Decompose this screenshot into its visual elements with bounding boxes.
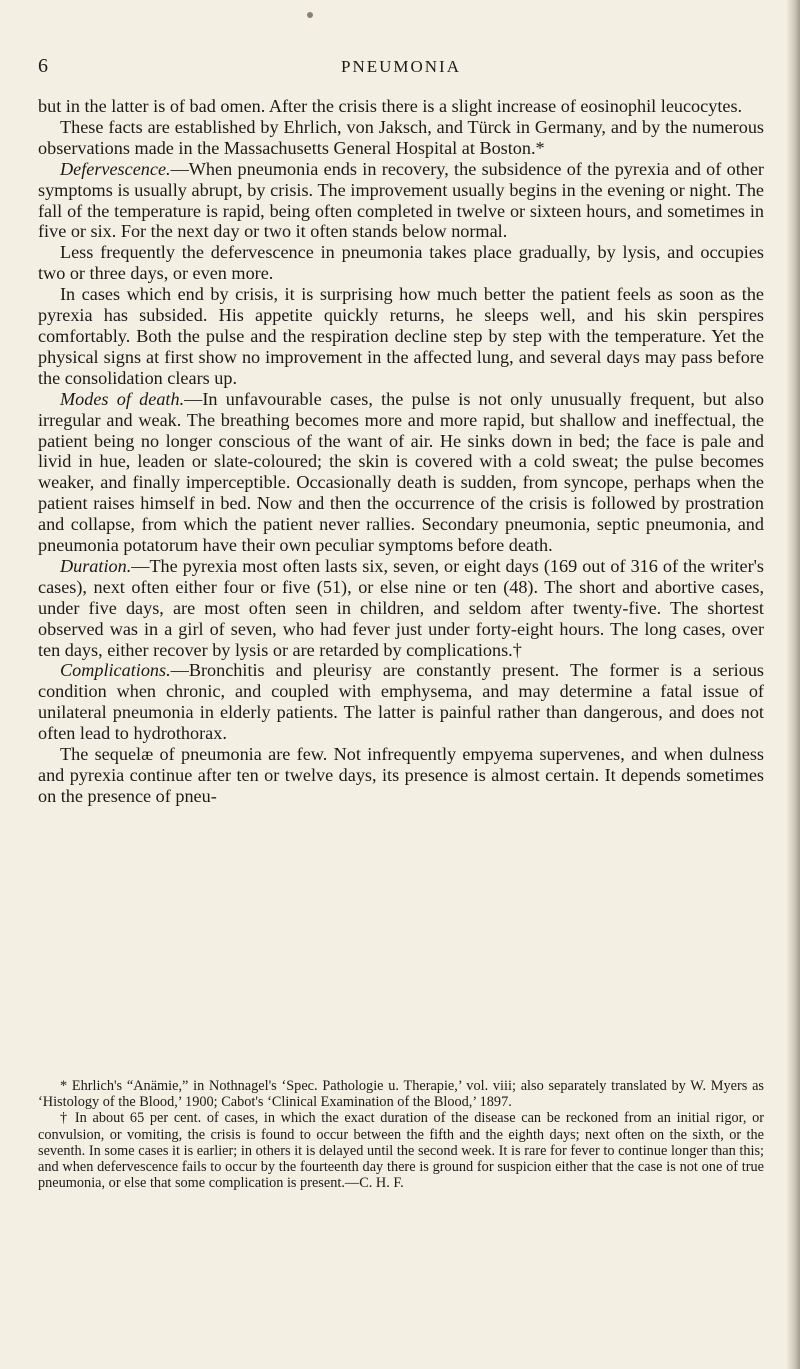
paragraph-text: —When pneumonia ends in recovery, the subsidence of the pyrexia and of other symptoms is usually abrupt, by crisis. The improvement usually begins in the evening or night. The fall of the temperature is rapid, being often completed in twelve or sixteen hours, and sometimes in five or six. For the next day or two it often stands below normal.	[38, 158, 764, 242]
footnote: † In about 65 per cent. of cases, in which the exact duration of the disease can be reckoned from an initial rigor, or convulsion, or vomiting, the crisis is found to occur between the fifth and the eighth days; next often on the sixth, or the seventh. In some cases it is earlier; in others it is delayed until the second week. It is rare for fever to continue longer than this; and when defervescence fails to occur by the fourteenth day there is ground for suspicion either that the case is not one of true pneumonia, or else that some complication is present.—C. H. F.	[38, 1110, 764, 1192]
page-header	[38, 55, 764, 85]
paragraph-text: These facts are established by Ehrlich, von Jaksch, and Türck in Germany, and by the numerous observations made in the Massachusetts General Hospital at Boston.*	[38, 116, 764, 158]
body-text	[38, 96, 764, 807]
page-number: 6	[38, 55, 48, 77]
paragraph-text: —In unfavourable cases, the pulse is not only unusually frequent, but also irregular and weak. The breathing becomes more and more rapid, but shallow and ineffectual, the patient being no longer conscious of the want of air. He sinks down in bed; the face is pale and livid in hue, leaden or slate-coloured; the skin is covered with a cold sweat; the pulse becomes weaker, and finally imperceptible. Occasionally death is sudden, from syncope, perhaps when the patient raises himself in bed. Now and then the occurrence of the crisis is followed by prostration and collapse, from which the patient never rallies. Secondary pneumonia, septic pneumonia, and pneumonia potatorum have their own peculiar symptoms before death.	[38, 388, 764, 556]
paragraph	[38, 660, 764, 744]
paragraph	[38, 284, 764, 389]
paragraph-text: The sequelæ of pneumonia are few. Not infrequently empyema supervenes, and when dulness and pyrexia continue after ten or twelve days, its presence is almost certain. It depends sometimes on the presence of pneu-	[38, 744, 764, 806]
footnotes	[38, 1078, 764, 1191]
page-edge-shadow	[786, 0, 800, 1369]
paragraph	[38, 242, 764, 284]
paragraph-text: In cases which end by crisis, it is surprising how much better the patient feels as soon as the pyrexia has subsided. His appetite quickly returns, he sleeps well, and his skin perspires comfortably. Both the pulse and the respiration decline step by step with the temperature. Yet the physical signs at first show no improvement in the affected lung, and several days may pass before the consolidation clears up.	[38, 284, 764, 388]
paragraph-text: but in the latter is of bad omen. After the crisis there is a slight increase of eosinophil leucocytes.	[38, 96, 743, 116]
paragraph-text: —The pyrexia most often lasts six, seven, or eight days (169 out of 316 of the writer's cases), next often either four or five (51), or else nine or ten (48). The short and abortive cases, under five days, are most often seen in children, and seldom after twenty-five. The shortest observed was in a girl of seven, who had fever just under forty-eight hours. The long cases, over ten days, either recover by lysis or are retarded by complications.†	[38, 555, 764, 660]
ink-speck	[307, 12, 313, 18]
section-lead: Duration.	[60, 555, 132, 576]
paragraph	[38, 96, 764, 117]
paragraph	[38, 117, 764, 159]
paragraph	[38, 744, 764, 807]
section-lead: Defervescence.	[60, 158, 171, 179]
running-head: PNEUMONIA	[341, 57, 461, 76]
paragraph	[38, 556, 764, 661]
section-lead: Complications.	[60, 660, 171, 681]
section-lead: Modes of death.	[60, 388, 185, 409]
paragraph	[38, 159, 764, 243]
paragraph	[38, 389, 764, 556]
paragraph-text: Less frequently the defervescence in pneumonia takes place gradually, by lysis, and occupies two or three days, or even more.	[38, 242, 764, 284]
footnote: * Ehrlich's “Anämie,” in Nothnagel's ‘Spec. Pathologie u. Therapie,’ vol. viii; also separately translated by W. Myers as ‘Histology of the Blood,’ 1900; Cabot's ‘Clinical Examination of the Blood,’ 1897.	[38, 1078, 764, 1111]
paragraph-text: —Bronchitis and pleurisy are constantly present. The former is a serious condition when chronic, and coupled with emphysema, and may determine a fatal issue of unilateral pneumonia in elderly patients. The latter is painful rather than dangerous, and does not often lead to hydrothorax.	[38, 660, 764, 744]
